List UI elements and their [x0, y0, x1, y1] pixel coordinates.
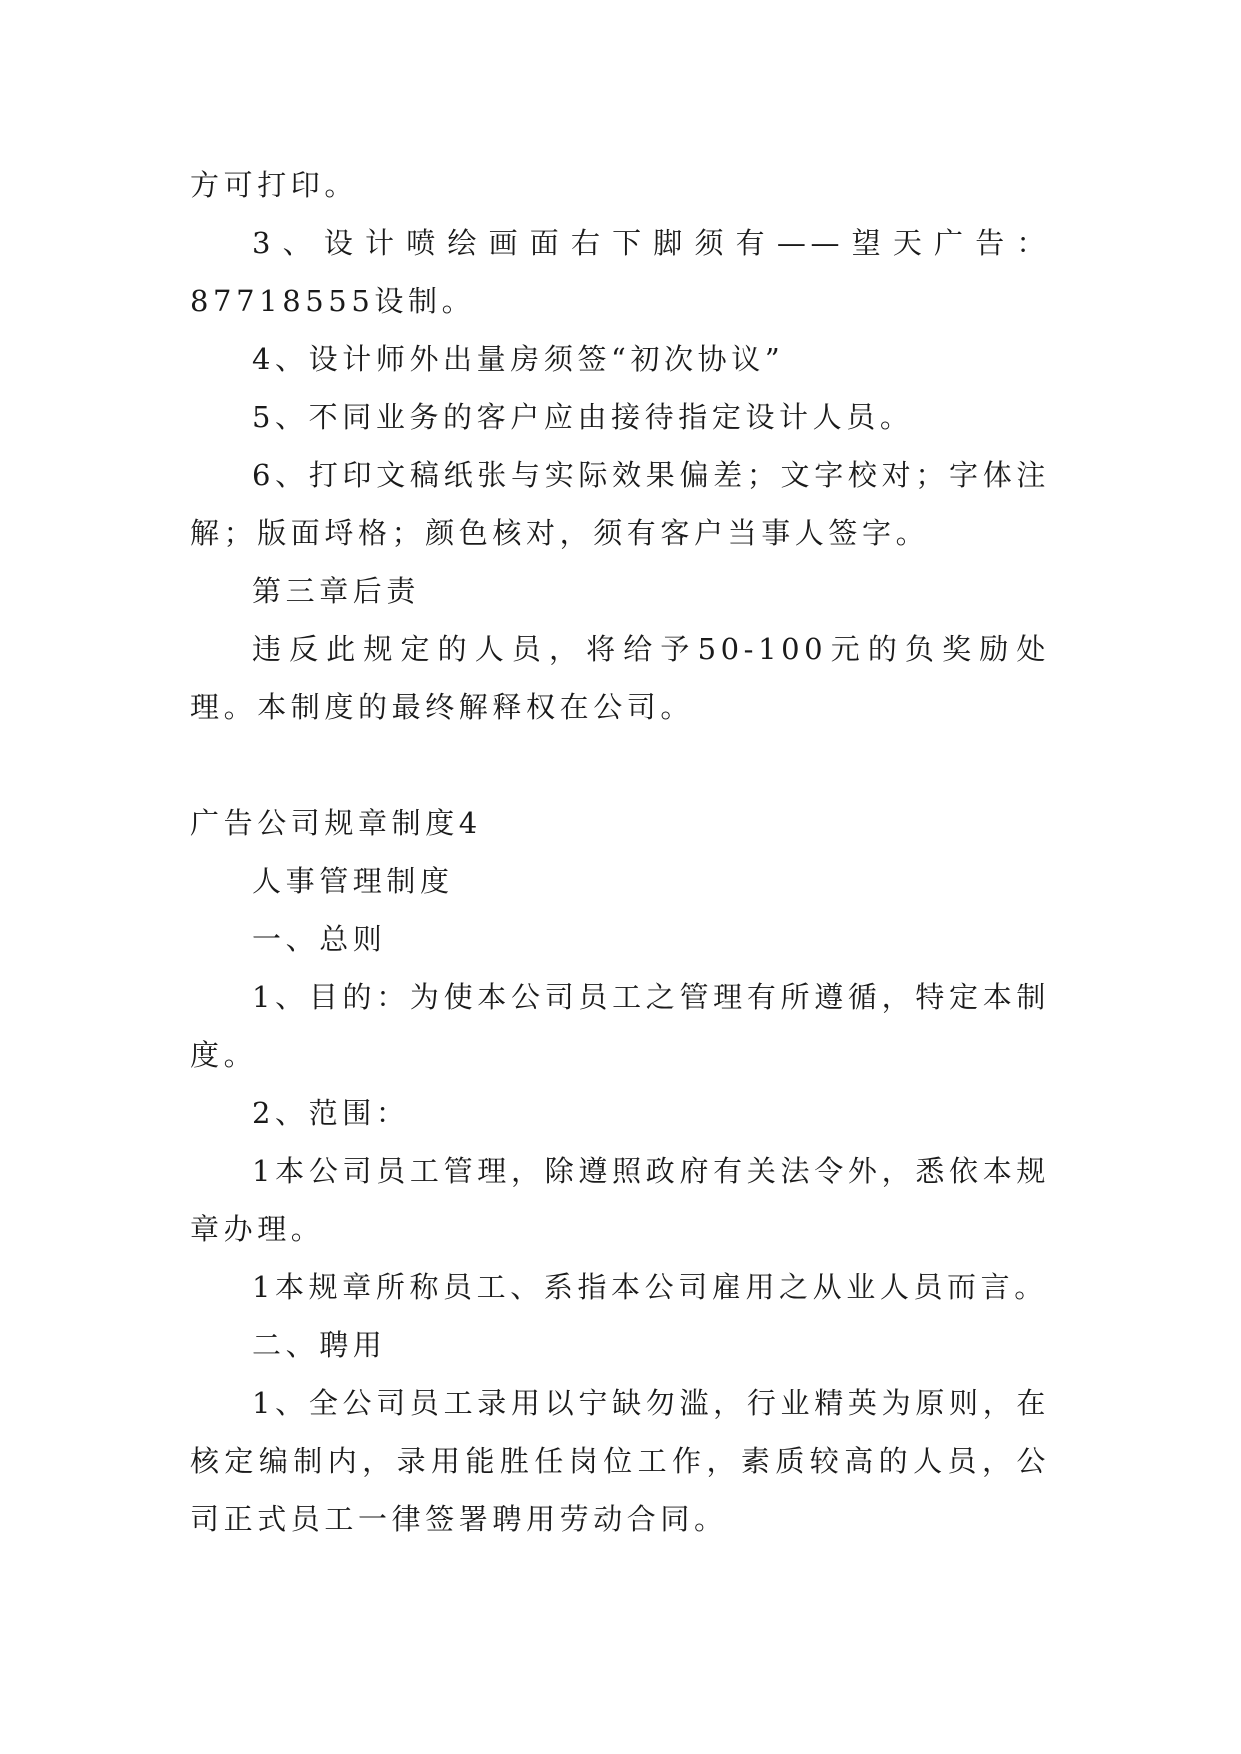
- section-gap: [190, 736, 1050, 794]
- section-title: 广告公司规章制度4: [190, 806, 482, 840]
- paragraph-hiring-item-1: 1、全公司员工录用以宁缺勿滥，行业精英为原则，在核定编制内，录用能胜任岗位工作，素质较高的人员，公司正式员工一律签署聘用劳动合同。: [190, 1386, 1050, 1536]
- paragraph-scope: 2、范围：: [252, 1096, 410, 1130]
- chapter-heading: 第三章后责: [252, 574, 421, 608]
- paragraph-item-4: 4、设计师外出量房须签“初次协议”: [252, 342, 785, 376]
- paragraph-penalty: 违反此规定的人员，将给予50-100元的负奖励处理。本制度的最终解释权在公司。: [190, 632, 1050, 724]
- heading-hiring: 二、聘用: [252, 1328, 387, 1362]
- subsection-title: 人事管理制度: [252, 864, 454, 898]
- paragraph-item-6: 6、打印文稿纸张与实际效果偏差；文字校对；字体注解；版面埒格；颜色核对，须有客户当事人签字。: [190, 458, 1050, 550]
- paragraph-continuation: 方可打印。: [190, 168, 359, 202]
- paragraph-purpose: 1、目的：为使本公司员工之管理有所遵循，特定本制度。: [190, 980, 1050, 1072]
- heading-general: 一、总则: [252, 922, 387, 956]
- paragraph-item-5: 5、不同业务的客户应由接待指定设计人员。: [252, 400, 914, 434]
- document-body: [190, 156, 1050, 1548]
- paragraph-item-3: 3、设计喷绘画面右下脚须有——望天广告：87718555设制。: [190, 226, 1050, 318]
- paragraph-scope-item-2: 1本规章所称员工、系指本公司雇用之从业人员而言。: [252, 1270, 1048, 1304]
- paragraph-scope-item-1: 1本公司员工管理，除遵照政府有关法令外，悉依本规章办理。: [190, 1154, 1050, 1246]
